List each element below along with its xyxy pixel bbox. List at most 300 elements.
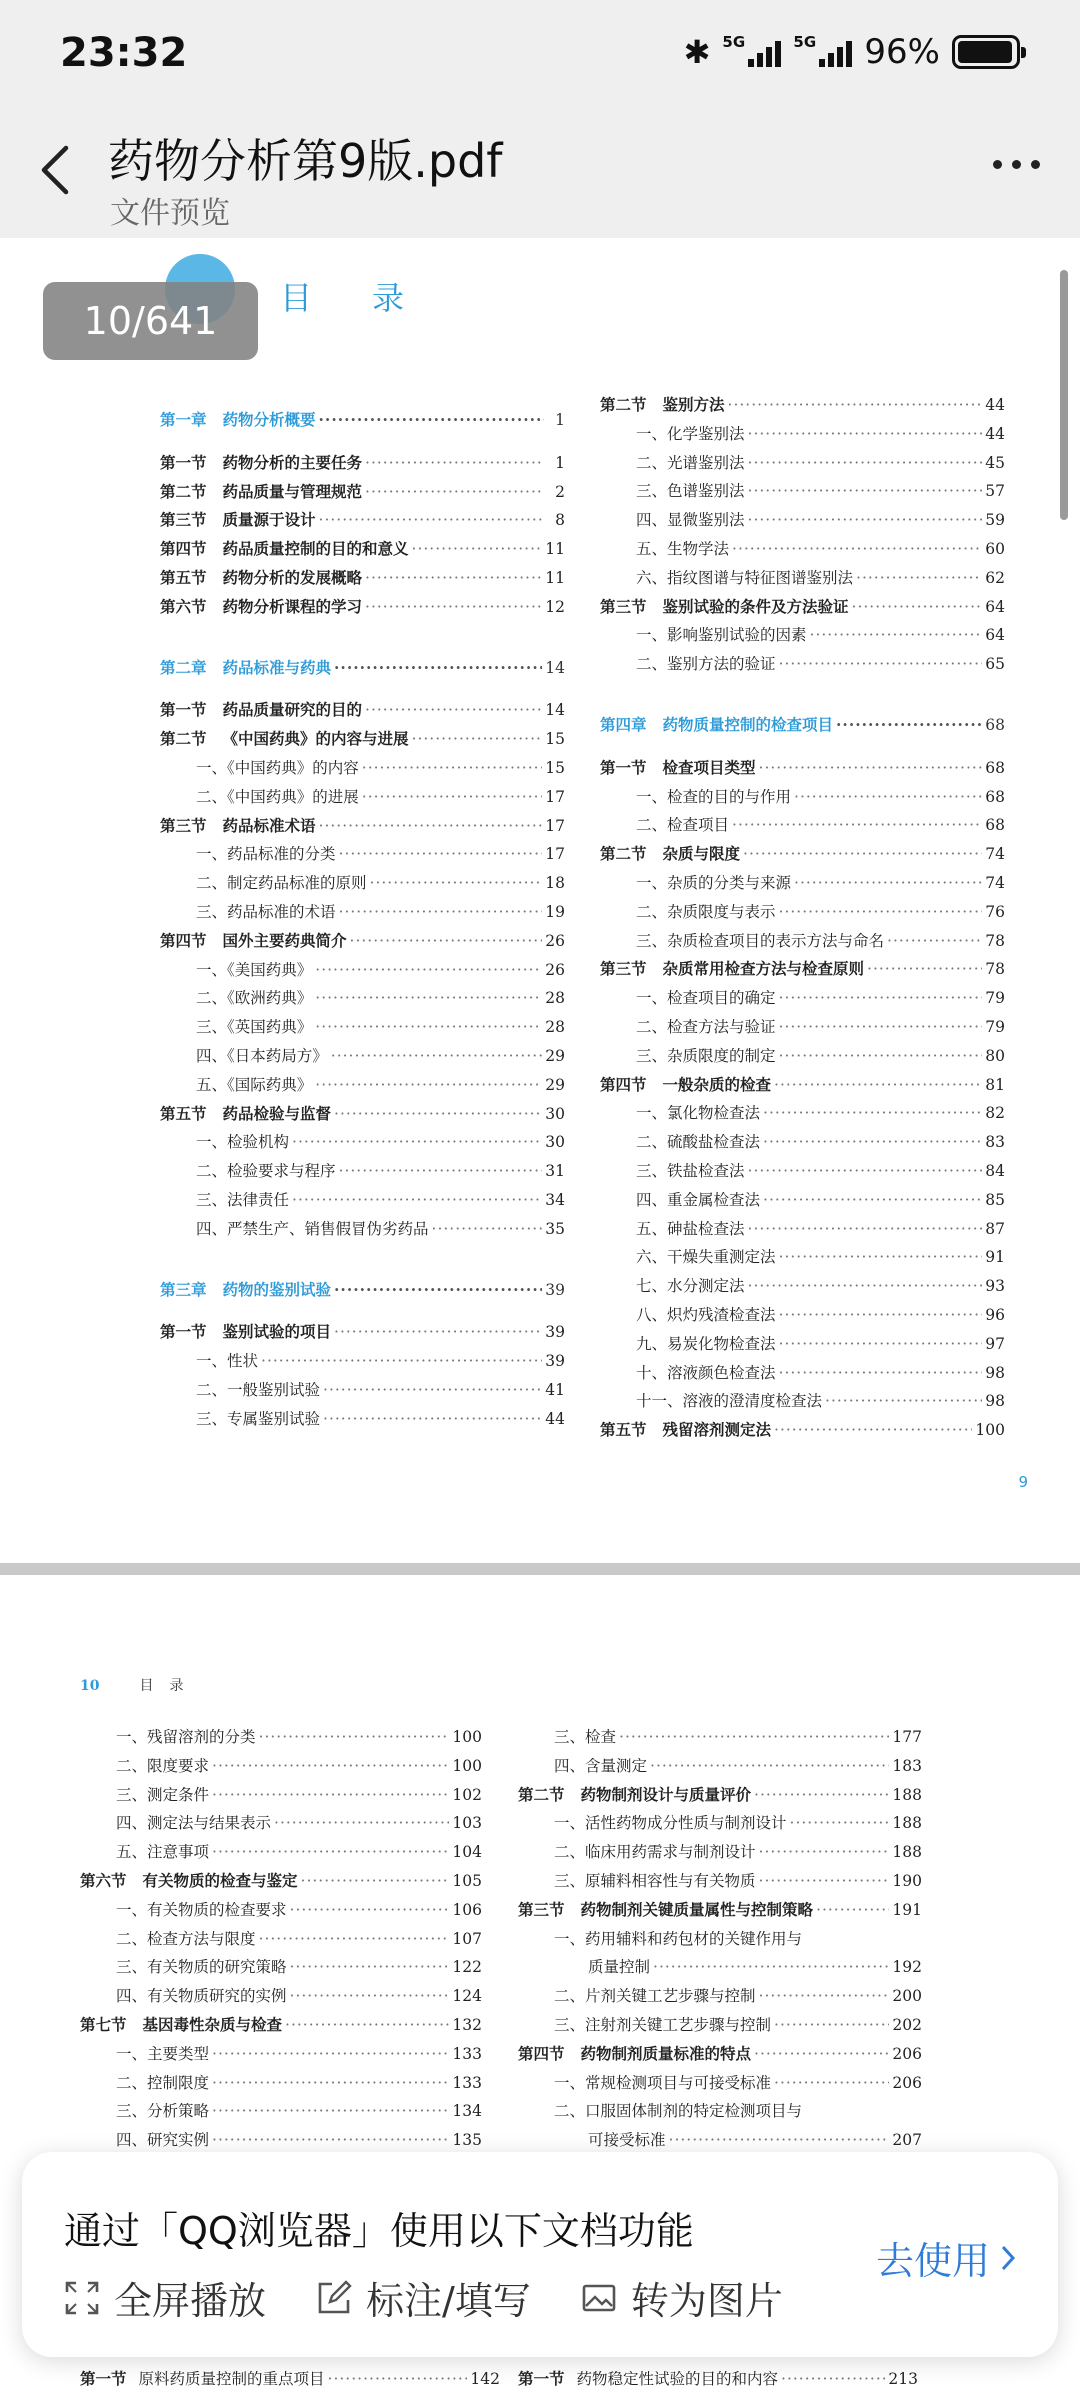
toc-row: [160, 1102, 565, 1124]
toc-page-number: 100: [452, 1756, 482, 1775]
toc-page-number: 206: [892, 2073, 922, 2092]
signal-icon-2: [793, 33, 852, 67]
toc-section-number: 第一节: [160, 700, 207, 720]
toc-entry-title: 二、检查项目: [636, 816, 730, 835]
toc-section-number: 第六节: [80, 1871, 127, 1890]
toc-row: [160, 986, 565, 1008]
toc-page-number: 207: [892, 2131, 922, 2150]
toc-page-number: 29: [545, 1075, 565, 1094]
toc-page-number: 133: [452, 2073, 482, 2092]
toc-row: [160, 595, 565, 617]
toc-heading: 目录: [280, 279, 465, 317]
toc-row: [80, 1840, 482, 1862]
toc-page-number: 81: [985, 1075, 1005, 1094]
toc-page-number: 15: [545, 759, 565, 777]
toc-entry-title: 五、砷盐检查法: [636, 1219, 745, 1238]
toc-entry-title: 十一、溶液的澄清度检查法: [636, 1392, 823, 1411]
toc-row: [80, 2099, 482, 2121]
toc-page-number: 39: [545, 1323, 565, 1342]
toc-entry-title: 《中国药典》的内容与进展: [222, 729, 409, 749]
toc-chapter-row: [160, 1278, 565, 1300]
toc-page-number: 100: [975, 1421, 1005, 1440]
toc-page-number: 134: [452, 2102, 482, 2121]
page-number: 9: [1018, 1473, 1028, 1491]
toc-row: [518, 1927, 922, 1949]
toc-row: 第一节 药物稳定性试验的目的和内容 ····· 213: [518, 2367, 918, 2389]
toc-section-number: 第五节: [600, 1420, 647, 1440]
toc-row: [600, 986, 1005, 1008]
toc-entry-title: 二、检查方法与验证: [636, 1018, 776, 1036]
toc-page-number: 80: [985, 1046, 1005, 1065]
fullscreen-play-button[interactable]: [64, 2270, 266, 2325]
more-options-button[interactable]: [993, 160, 1040, 169]
toc-row: [160, 537, 565, 559]
toc-row: [160, 451, 565, 473]
toc-page-number: 18: [545, 874, 565, 893]
toc-section-number: 第二节: [160, 729, 207, 749]
toc-page-number: 133: [452, 2044, 482, 2063]
toc-row: [160, 698, 565, 720]
chevron-left-icon: [40, 145, 70, 195]
app-header: [0, 110, 1080, 238]
toc-entry-title: 四、《日本药局方》: [196, 1047, 328, 1065]
toc-row: [160, 1073, 565, 1095]
toc-row: [600, 1101, 1005, 1123]
toc-page-number: 188: [892, 1785, 922, 1804]
toc-row: [600, 1015, 1005, 1037]
toc-chapter-row: [160, 656, 565, 678]
toc-entry-title: 鉴别方法: [662, 395, 725, 414]
toc-entry-title: 二、检查方法与限度: [116, 1929, 256, 1948]
toc-row: [80, 2013, 482, 2035]
toc-section-number: 第四节: [600, 1074, 647, 1094]
toc-entry-title: 四、含量测定: [554, 1756, 648, 1775]
toc-entry-title: 四、严禁生产、销售假冒伪劣药品: [196, 1219, 429, 1238]
toc-page-number: 17: [545, 787, 565, 806]
toc-row: [160, 814, 565, 836]
toc-page-number: 64: [985, 597, 1005, 616]
toc-page-number: 28: [545, 1018, 565, 1037]
image-icon: [581, 2280, 617, 2316]
page-header: [80, 1675, 199, 1695]
toc-row: [600, 393, 1005, 415]
toc-section-number: 第四章: [600, 715, 647, 734]
toc-entry-title: 杂质常用检查方法与检查原则: [662, 959, 865, 979]
toc-entry-title: 十、溶液颜色检查法: [636, 1363, 776, 1382]
toc-page-number: 100: [452, 1728, 482, 1746]
toc-page-number: 93: [985, 1277, 1005, 1296]
convert-to-image-button[interactable]: [581, 2270, 783, 2325]
toc-page-number: 2: [555, 482, 565, 501]
toc-row: [600, 1332, 1005, 1354]
toc-entry-title: 一、常规检测项目与可接受标准: [554, 2073, 772, 2092]
status-icons: [684, 32, 1020, 72]
toc-entry-title: 一、杂质的分类与来源: [636, 874, 792, 892]
toc-page-number: 87: [985, 1219, 1005, 1238]
running-head: 目录: [139, 1678, 200, 1694]
toc-row: [80, 2128, 482, 2150]
edit-icon: [316, 2280, 352, 2316]
toc-page-number: 191: [892, 1900, 922, 1919]
toc-row: [160, 1407, 565, 1429]
toc-entry-title: 九、易炭化物检查法: [636, 1334, 776, 1353]
toc-entry-title: 药品质量控制的目的和意义: [222, 539, 409, 559]
toc-entry-title: 药物质量控制的检查项目: [662, 715, 834, 734]
toc-entry-title: 三、检查: [554, 1728, 617, 1746]
toc-section-number: 第五节: [160, 568, 207, 587]
page-indicator: 10/641: [43, 282, 258, 360]
toc-entry-title: 二、硫酸盐检查法: [636, 1133, 761, 1152]
toc-entry-title: 二、检验要求与程序: [196, 1162, 336, 1181]
toc-entry-title: 质量源于设计: [222, 510, 316, 530]
toc-entry-title: 三、注射剂关键工艺步骤与控制: [554, 2016, 772, 2034]
toc-row: [600, 1418, 1005, 1440]
toc-row: [160, 1130, 565, 1152]
toc-row: [600, 957, 1005, 979]
qq-browser-banner[interactable]: [22, 2152, 1058, 2357]
toc-entry-title: 鉴别试验的项目: [222, 1322, 332, 1342]
toc-entry-title: 药物分析概要: [222, 410, 316, 429]
toc-entry-title: 一、检查项目的确定: [636, 989, 776, 1008]
toc-entry-title: 质量控制: [588, 1958, 651, 1977]
banner-features: [64, 2270, 783, 2325]
toc-entry-title: 一、《美国药典》: [196, 960, 313, 979]
toc-page-number: 34: [545, 1191, 565, 1209]
toc-entry-title: 有关物质的检查与鉴定: [142, 1871, 298, 1890]
toc-row: [160, 1188, 565, 1210]
toc-entry-title: 七、水分测定法: [636, 1277, 745, 1296]
toc-page-number: 29: [545, 1047, 565, 1065]
toc-row: [160, 480, 565, 502]
toc-row: [518, 2099, 922, 2121]
toc-section-number: 第四节: [518, 2043, 565, 2063]
toc-section-number: 第一节: [600, 757, 647, 777]
toc-row: [80, 1898, 482, 1920]
toc-entry-title: 六、干燥失重测定法: [636, 1248, 776, 1267]
toc-row: [518, 1898, 922, 1920]
bluetooth-icon: ✱: [683, 33, 711, 71]
toc-entry-title: 二、一般鉴别试验: [196, 1381, 321, 1399]
toc-section-number: 第二节: [600, 395, 647, 414]
toc-page-number: 102: [452, 1785, 482, 1804]
toc-section-number: 第三节: [160, 815, 207, 835]
toc-page-number: 96: [985, 1306, 1005, 1324]
toc-page-number: 11: [545, 540, 565, 559]
toc-section-number: 第一节: [160, 452, 207, 472]
page-peek: [0, 2357, 1080, 2400]
toc-entry-title: 一、活性药物成分性质与制剂设计: [554, 1814, 787, 1833]
toc-entry-title: 二、控制限度: [116, 2073, 210, 2092]
fullscreen-icon: [64, 2280, 100, 2316]
chevron-right-icon: [1000, 2244, 1016, 2272]
toc-page-number: 44: [985, 424, 1005, 443]
toc-page-number: 19: [545, 903, 565, 921]
toc-page-number: 183: [892, 1756, 922, 1775]
toc-row: [80, 1955, 482, 1977]
toc-row: [80, 1927, 482, 1949]
toc-page-number: 188: [892, 1814, 922, 1833]
toc-page-number: 14: [545, 658, 565, 677]
toc-row: [160, 727, 565, 749]
toc-row: [80, 1783, 482, 1805]
toc-page-number: 124: [452, 1987, 482, 2006]
toc-row: [600, 451, 1005, 473]
toc-row: [600, 1159, 1005, 1181]
toc-entry-title: 一、氯化物检查法: [636, 1104, 761, 1123]
page-number: 10: [80, 1678, 100, 1694]
toc-row: [160, 566, 565, 588]
toc-entry-title: 八、炽灼残渣检查法: [636, 1306, 776, 1324]
toc-row: [600, 623, 1005, 645]
toc-page-number: 41: [545, 1381, 565, 1399]
toc-page-number: 103: [452, 1814, 482, 1833]
toc-entry-title: 三、色谱鉴别法: [636, 482, 745, 501]
toc-page-number: 85: [985, 1190, 1005, 1209]
toc-page-number: 26: [545, 960, 565, 979]
toc-entry-title: 三、《英国药典》: [196, 1018, 313, 1037]
feature-label: 全屏播放: [114, 2279, 267, 2323]
toc-page-number: 39: [545, 1280, 565, 1299]
toc-entry-title: 一、有关物质的检查要求: [116, 1900, 287, 1919]
toc-entry-title: 一、影响鉴别试验的因素: [636, 626, 807, 645]
toc-row: [80, 1984, 482, 2006]
toc-row: [600, 1188, 1005, 1210]
toc-entry-title: 基因毒性杂质与检查: [142, 2015, 283, 2034]
toc-section-number: 第七节: [80, 2015, 127, 2034]
toc-page-number: 62: [985, 568, 1005, 587]
toc-row: [160, 1217, 565, 1239]
toc-row: [600, 842, 1005, 864]
toc-entry-title: 鉴别试验的条件及方法验证: [662, 596, 849, 616]
toc-page-number: 35: [545, 1219, 565, 1238]
toc-entry-title: 药品检验与监督: [222, 1103, 332, 1123]
toc-entry-title: 药物制剂关键质量属性与控制策略: [580, 1899, 814, 1919]
toc-page-number: 97: [985, 1334, 1005, 1353]
toc-page-number: 74: [985, 845, 1005, 864]
toc-entry-title: 三、有关物质的研究策略: [116, 1958, 287, 1977]
toc-entry-title: 可接受标准: [588, 2131, 666, 2150]
toc-page-number: 44: [545, 1409, 565, 1428]
toc-entry-title: 二、临床用药需求与制剂设计: [554, 1843, 756, 1862]
toc-page-number: 200: [892, 1987, 922, 2006]
toc-entry-title: 一、《中国药典》的内容: [196, 759, 359, 777]
feature-label: 标注/填写: [366, 2279, 531, 2323]
toc-page-number: 30: [545, 1104, 565, 1123]
toc-section-number: 第三章: [160, 1279, 207, 1299]
pdf-page-9[interactable]: [0, 238, 1080, 1563]
toc-row: [600, 1245, 1005, 1267]
toc-page-number: 98: [985, 1392, 1005, 1411]
toc-entry-title: 五、注意事项: [116, 1843, 210, 1862]
toc-section-number: 第二节: [518, 1784, 565, 1804]
toc-page-number: 188: [892, 1843, 922, 1862]
toc-page-number: 192: [892, 1958, 922, 1977]
toc-entry-title: 一、检查的目的与作用: [636, 787, 792, 806]
toc-page-number: 11: [545, 569, 565, 587]
toc-row: [600, 1389, 1005, 1411]
toc-page-number: 105: [452, 1872, 482, 1890]
scrollbar[interactable]: [1060, 270, 1068, 520]
toc-page-number: 68: [985, 716, 1005, 734]
toc-entry-title: 二、《中国药典》的进展: [196, 787, 359, 806]
toc-entry-title: 三、杂质检查项目的表示方法与命名: [636, 931, 885, 950]
toc-row: [518, 1869, 922, 1891]
toc-row: [160, 785, 565, 807]
toc-entry-title: 药物分析课程的学习: [222, 596, 363, 616]
toc-entry-title: 药品标准与药典: [222, 657, 332, 677]
toc-row: [160, 842, 565, 864]
toc-page-number: 64: [985, 626, 1005, 645]
toc-entry-title: 二、杂质限度与表示: [636, 902, 776, 921]
toc-row: [600, 537, 1005, 559]
toc-section-number: 第二章: [160, 657, 207, 677]
toc-page-number: 28: [545, 989, 565, 1008]
toc-entry-title: 四、测定法与结果表示: [116, 1814, 272, 1833]
toc-chapter-row: [160, 408, 565, 430]
network-type-1: 5G: [722, 33, 746, 51]
toc-entry-title: 五、《国际药典》: [196, 1075, 313, 1094]
annotate-fill-button[interactable]: [316, 2270, 531, 2325]
toc-section-number: 第三节: [160, 510, 207, 530]
feature-label: 转为图片: [630, 2279, 783, 2323]
toc-page-number: 68: [985, 816, 1005, 835]
toc-row: [600, 756, 1005, 778]
toc-row: [80, 1869, 482, 1891]
toc-row: [518, 1783, 922, 1805]
toc-entry-title: 杂质与限度: [662, 844, 741, 864]
back-button[interactable]: [30, 140, 80, 200]
toc-row: [160, 1159, 565, 1181]
toc-entry-title: 药品质量与管理规范: [222, 481, 363, 501]
toc-page-number: 84: [985, 1162, 1005, 1180]
toc-section-number: 第三节: [600, 596, 647, 616]
toc-entry-title: 二、片剂关键工艺步骤与控制: [554, 1987, 756, 2006]
toc-chapter-row: [600, 713, 1005, 735]
toc-row: [600, 785, 1005, 807]
toc-entry-title: 一、残留溶剂的分类: [116, 1728, 256, 1746]
toc-entry-title: 药物的鉴别试验: [222, 1279, 332, 1299]
toc-entry-title: 六、指纹图谱与特征图谱鉴别法: [636, 568, 854, 587]
toc-row: [600, 1274, 1005, 1296]
toc-entry-title: 二、口服固体制剂的特定检测项目与: [554, 2102, 803, 2121]
toc-page-number: 79: [985, 989, 1005, 1008]
toc-row: [600, 1217, 1005, 1239]
toc-entry-title: 药物制剂质量标准的特点: [580, 2043, 752, 2063]
toc-entry-title: 药物分析的主要任务: [222, 452, 363, 472]
toc-entry-title: 一、性状: [196, 1352, 259, 1371]
toc-page-number: 68: [985, 787, 1005, 806]
toc-row: [518, 1725, 922, 1747]
toc-row: [160, 900, 565, 922]
toc-row: [160, 871, 565, 893]
toc-page-number: 17: [545, 816, 565, 835]
toc-row: [518, 2128, 922, 2150]
toc-entry-title: 三、分析策略: [116, 2102, 210, 2121]
toc-entry-title: 一、检验机构: [196, 1133, 290, 1152]
toc-entry-title: 残留溶剂测定法: [662, 1420, 772, 1440]
toc-row: [160, 508, 565, 530]
toc-page-number: 12: [545, 597, 565, 616]
toc-page-number: 78: [985, 960, 1005, 979]
toc-row: [160, 756, 565, 778]
go-use-button[interactable]: [876, 2230, 1016, 2285]
toc-entry-title: 三、法律责任: [196, 1191, 290, 1209]
toc-row: [600, 900, 1005, 922]
toc-row: [518, 1984, 922, 2006]
signal-icon-1: [722, 33, 781, 67]
toc-page-number: 122: [452, 1958, 482, 1977]
toc-row: [518, 2071, 922, 2093]
toc-row: [600, 479, 1005, 501]
page-separator: [0, 1563, 1080, 1575]
toc-entry-title: 四、研究实例: [116, 2131, 210, 2150]
toc-page-number: 59: [985, 511, 1005, 530]
toc-entry-title: 三、专属鉴别试验: [196, 1409, 321, 1428]
toc-page-number: 104: [452, 1843, 482, 1862]
toc-page-number: 1: [555, 411, 565, 429]
toc-row: [80, 2071, 482, 2093]
toc-entry-title: 二、限度要求: [116, 1756, 210, 1775]
toc-row: [160, 1349, 565, 1371]
file-title: 药物分析第9版.pdf: [108, 134, 503, 188]
toc-page-number: 190: [892, 1872, 922, 1890]
toc-entry-title: 药物分析的发展概略: [222, 568, 363, 587]
toc-row: [600, 422, 1005, 444]
toc-row: [160, 929, 565, 951]
toc-page-number: 60: [985, 540, 1005, 558]
toc-page-number: 68: [985, 758, 1005, 777]
toc-row: [600, 871, 1005, 893]
toc-page-number: 135: [452, 2131, 482, 2150]
toc-page-number: 83: [985, 1133, 1005, 1152]
toc-page-number: 106: [452, 1900, 482, 1919]
battery-icon: [952, 35, 1020, 69]
toc-section-number: 第一章: [160, 410, 207, 429]
toc-row: [80, 2042, 482, 2064]
status-time: 23:32: [60, 30, 188, 76]
toc-entry-title: 三、测定条件: [116, 1785, 210, 1804]
toc-entry-title: 国外主要药典简介: [222, 930, 347, 950]
toc-page-number: 74: [985, 874, 1005, 892]
toc-page-number: 107: [452, 1929, 482, 1948]
toc-entry-title: 四、重金属检查法: [636, 1190, 761, 1209]
more-icon: [993, 160, 1002, 169]
toc-row: [518, 1840, 922, 1862]
toc-section-number: 第三节: [518, 1899, 565, 1919]
toc-entry-title: 三、杂质限度的制定: [636, 1046, 776, 1065]
toc-row: [80, 1811, 482, 1833]
toc-entry-title: 二、光谱鉴别法: [636, 453, 745, 472]
toc-row: [600, 1130, 1005, 1152]
toc-page-number: 45: [985, 453, 1005, 472]
toc-row: [160, 958, 565, 980]
toc-section-number: 第一节: [160, 1322, 207, 1342]
toc-page-number: 76: [985, 902, 1005, 921]
toc-entry-title: 一般杂质的检查: [662, 1074, 772, 1094]
toc-page-number: 8: [555, 511, 565, 530]
toc-page-number: 91: [985, 1248, 1005, 1267]
toc-page-number: 15: [545, 730, 565, 749]
toc-row: [600, 652, 1005, 674]
toc-section-number: 第六节: [160, 596, 207, 616]
network-type-2: 5G: [793, 33, 817, 51]
toc-entry-title: 药物制剂设计与质量评价: [580, 1784, 752, 1804]
toc-section-number: 第三节: [600, 959, 647, 979]
toc-page-number: 82: [985, 1104, 1005, 1123]
toc-page-number: 132: [452, 2016, 482, 2034]
toc-entry-title: 一、药用辅料和药包材的关键作用与: [554, 1929, 803, 1948]
toc-row: 第一节 原料药质量控制的重点项目 ····· 142: [80, 2367, 500, 2389]
